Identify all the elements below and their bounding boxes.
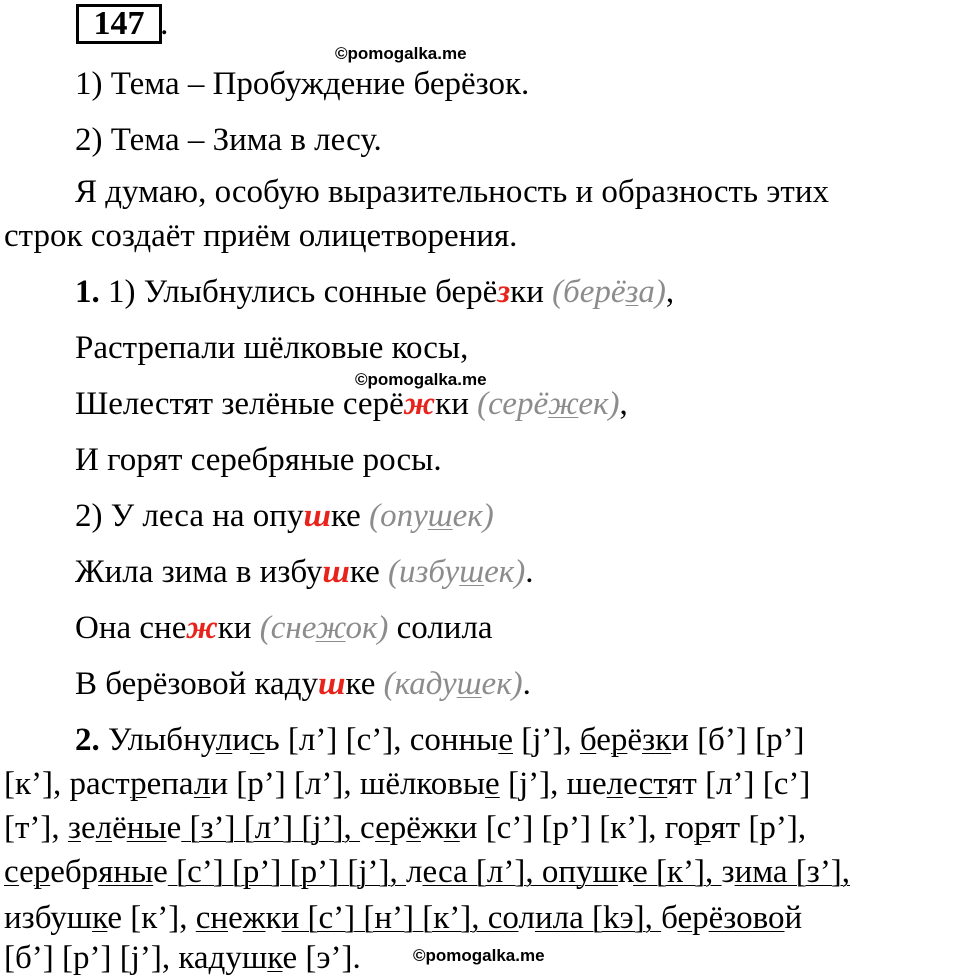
underlined-letter: ж [242,900,266,936]
analysis-text: ж [420,810,444,846]
underlined-letter: яны [98,854,154,890]
analysis-text: е [166,810,182,846]
spelling-letter: з [497,274,511,310]
analysis-text: е [596,722,611,758]
check-word: (берёза) [552,274,666,310]
analysis-text: [т’], [4,810,68,846]
analysis-text: и [б’] [р’] [671,722,805,758]
underlined-letter: л [95,810,113,846]
underlined-letter: е [к’], [633,854,722,890]
analysis-text: ебр [50,854,99,890]
paragraph-topic-2: 2) Тема – Зима в лесу. [75,122,382,158]
analysis-text: и [232,722,250,758]
analysis-text: ь [л’] [с’], сонны [264,722,499,758]
underlined-letter: р [694,810,711,846]
task2-line-4 [4,852,850,892]
spelling-letter: ш [318,666,346,702]
underlined-letter: ны [126,810,167,846]
analysis-text: [j’], [513,722,580,758]
poem-line-5: 2) У леса на опушке (опушек) [75,498,494,534]
task2-line-2 [4,764,810,804]
analysis-text: р [389,810,407,846]
underlined-letter: с [249,722,265,758]
underlined-letter: ё [406,810,421,846]
underlined-letter: еса [л’], опуш [422,854,618,890]
underlined-letter: к [92,900,108,936]
paragraph-opinion-line-2: строк создаёт приём олицетворения. [4,218,518,254]
poem-line-7: Она снежки (снежок) солила [75,610,493,646]
analysis-text: избуш [4,900,93,936]
underlined-letter: з [67,810,81,846]
check-word: (кадушек) [383,666,523,702]
underlined-letter: сн [195,900,229,936]
underlined-letter: с [4,854,20,890]
watermark: ©pomogalka.me [355,370,487,389]
underlined-letter: р [610,722,628,758]
task-label: 2. [75,722,100,758]
task2-line-3 [4,808,806,848]
underlined-letter: л [193,766,211,802]
analysis-text: [j’], ше [499,766,607,802]
underlined-letter: е [677,900,693,936]
exercise-number-dot: . [160,5,169,42]
task2-line-1 [75,720,805,760]
spelling-letter: ш [303,498,331,534]
spelling-letter: ш [322,554,350,590]
underlined-letter: ёзово [708,900,785,936]
check-word: (серёжек) [477,386,620,422]
poem-line-8: В берёзовой кадушке (кадушек). [75,666,531,702]
underlined-letter: и [с’] [н’] [к’], со [281,900,519,936]
check-word: (снежок) [259,610,389,646]
analysis-text: и [р’] [л’], шёлковы [210,766,486,802]
poem-line-3: Шелестят зелёные серёжки (серёжек), [75,386,628,422]
underlined-letter: л [606,766,624,802]
underlined-letter: к [443,810,460,846]
check-word: (избушек) [388,554,526,590]
analysis-text: ё [112,810,127,846]
underlined-letter: к [655,722,672,758]
underlined-letter: л [215,722,233,758]
analysis-text: е [153,854,168,890]
analysis-text: з [721,854,735,890]
underlined-letter: р [33,854,51,890]
underlined-letter: р [130,766,147,802]
watermark: ©pomogalka.me [413,946,545,965]
underlined-letter: е [485,766,500,802]
analysis-text: р [692,900,709,936]
analysis-text: к [617,854,634,890]
analysis-text: и [с’] [р’] [к’], го [459,810,694,846]
analysis-text: е [80,810,96,846]
underlined-letter: има [з’], [734,854,851,890]
analysis-text: б [661,900,678,936]
analysis-text: [б’] [р’] [j’], кадуш [4,940,268,976]
task2-line-6 [4,938,361,978]
analysis-text: й [784,900,803,936]
analysis-text: е [623,766,639,802]
exercise-number: 147 [76,4,162,44]
underlined-letter: [з’] [л’] [j’], [181,810,361,846]
analysis-text: е [к’], [107,900,196,936]
watermark: ©pomogalka.me [335,44,467,63]
analysis-text: ё [627,722,643,758]
underlined-letter: з [642,722,656,758]
analysis-text: е [228,900,243,936]
analysis-text: е [э’]. [282,940,361,976]
underlined-letter: е [498,722,513,758]
underlined-letter: б [579,722,597,758]
paragraph-topic-1: 1) Тема – Пробуждение берёзок. [75,66,530,102]
analysis-text: с [360,810,376,846]
spelling-letter: ж [403,386,436,422]
task-label: 1. [75,274,100,310]
task2-line-5 [4,898,802,938]
poem-line-6: Жила зима в избушке (избушек). [75,554,534,590]
analysis-text: ят [р’], [710,810,807,846]
spelling-letter: ж [186,610,218,646]
analysis-text: к [265,900,282,936]
analysis-text: ят [л’] [с’] [667,766,811,802]
underlined-letter: к [267,940,283,976]
underlined-letter: е [375,810,390,846]
underlined-letter: ила [kэ], [534,900,662,936]
analysis-text: [к’], раст [4,766,131,802]
analysis-text: л [406,854,423,890]
check-word: (опушек) [369,498,494,534]
analysis-text: л [518,900,535,936]
underlined-letter: [с’] [р’] [р’] [j’], [167,854,407,890]
poem-line-2: Растрепали шёлковые косы, [75,330,469,366]
underlined-letter: ст [638,766,668,802]
poem-line-1: 1. 1) Улыбнулись сонные берёзки (берёза), [75,274,675,310]
analysis-text: е [19,854,34,890]
analysis-text: Улыбну [99,722,216,758]
paragraph-opinion-line-1: Я думаю, особую выразительность и образность этих [75,174,829,210]
analysis-text: епа [146,766,194,802]
poem-line-4: И горят серебряные росы. [75,442,442,478]
